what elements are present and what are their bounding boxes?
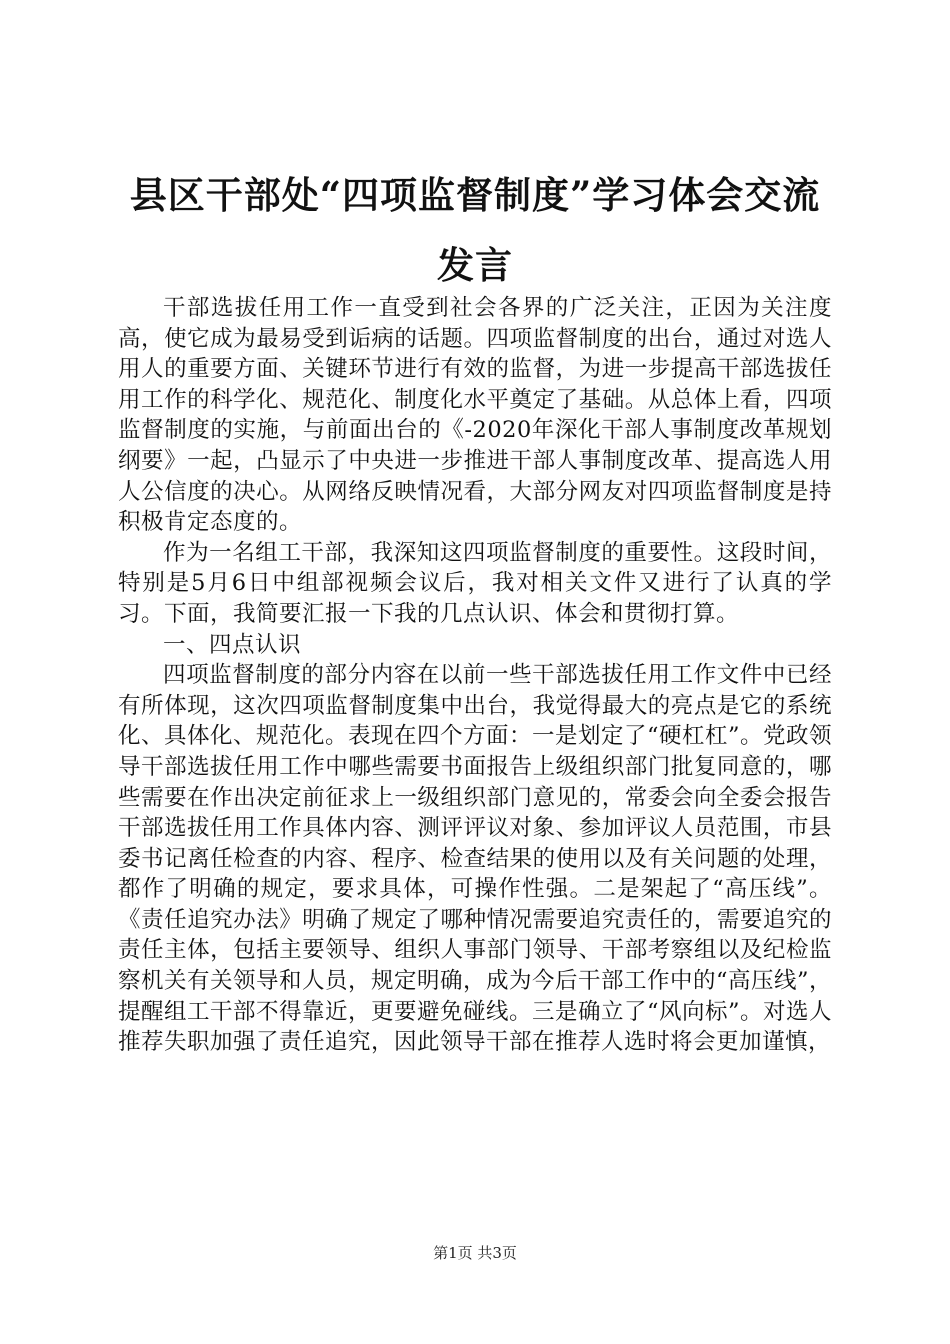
body-paragraph-2: 作为一名组工干部，我深知这四项监督制度的重要性。这段时间，特别是5月6日中组部视频会议后，我对相关文件又进行了认真的学习。下面，我简要汇报一下我的几点认识、体会和贯彻打算。 bbox=[118, 539, 832, 627]
section-heading: 一、四点认识 bbox=[163, 631, 302, 658]
document-title: 县区干部处“四项监督制度”学习体会交流发言 bbox=[129, 173, 821, 287]
page-number-footer: 第1页 共3页 bbox=[433, 1244, 517, 1262]
body-paragraph-1: 干部选拔任用工作一直受到社会各界的广泛关注，正因为关注度高，使它成为最易受到诟病的话题。四项监督制度的出台，通过对选人用人的重要方面、关键环节进行有效的监督，为进一步提高干部选拔任用工作的科学化、规范化、制度化水平奠定了基础。从总体上看，四项监督制度的实施，与前面出台的《-2020年深化干部人事制度改革规划纲要》一起，凸显示了中央进一步推进干部人事制度改革、提高选人用人公信度的决心。从网络反映情况看，大部分网友对四项监督制度是持积极肯定态度的。 bbox=[118, 295, 832, 536]
section-paragraph: 四项监督制度的部分内容在以前一些干部选拔任用工作文件中已经有所体现，这次四项监督制度集中出台，我觉得最大的亮点是它的系统化、具体化、规范化。表现在四个方面：一是划定了“硬杠杠”。党政领导干部选拔任用工作中哪些需要书面报告上级组织部门批复同意的，哪些需要在作出决定前征求上一级组织部门意见的，常委会向全委会报告干部选拔任用工作具体内容、测评评议对象、参加评议人员范围，市县委书记离任检查的内容、程序、检查结果的使用以及有关问题的处理，都作了明确的规定，要求具体，可操作性强。二是架起了“高压线”。《责任追究办法》明确了规定了哪种情况需要追究责任的，需要追究的责任主体，包括主要领导、组织人事部门领导、干部考察组以及纪检监察机关有关领导和人员，规定明确，成为今后干部工作中的“高压线”，提醒组工干部不得靠近，更要避免碰线。三是确立了“风向标”。对选人推荐失职加强了责任追究，因此领导干部在推荐人选时将会更加谨慎， bbox=[118, 662, 833, 1056]
document-body bbox=[118, 293, 832, 1058]
